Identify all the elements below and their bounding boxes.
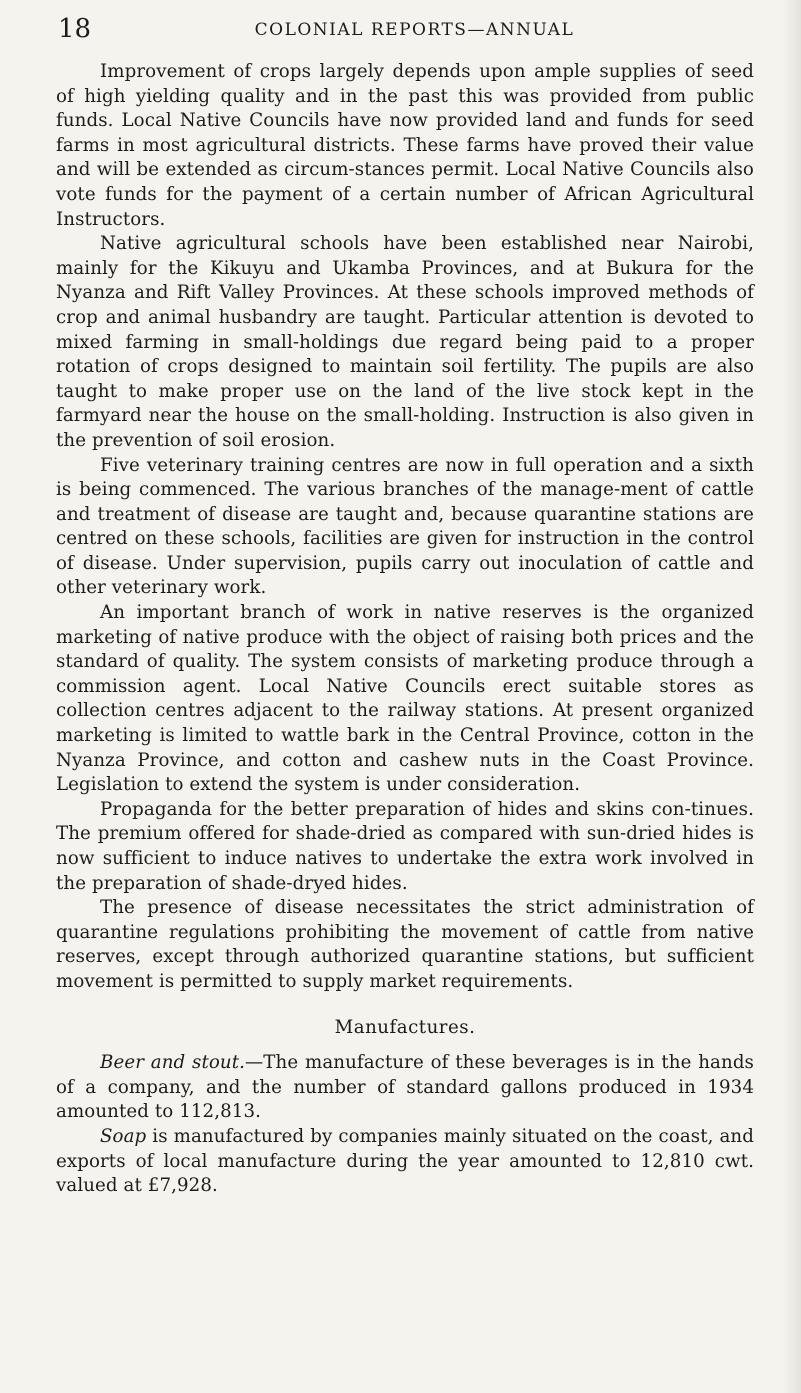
lead-soap: Soap: [100, 1125, 147, 1147]
section-heading-manufactures: Manufactures.: [334, 1016, 476, 1038]
paragraph-organized-marketing: An important branch of work in native reserves is the organized marketing of native produce with the object of raising both prices and the standard of quality. The system consists of marketing produce through a commission agent. Local Native Councils erect suitable stores as collection centres adjacent to the railway stations. At present organized marketing is limited to wattle bark in the Central Province, cotton in the Nyanza Province, and cotton and cashew nuts in the Coast Province. Legislation to extend the system is under consideration.: [56, 602, 754, 796]
paragraph-agricultural-schools: Native agricultural schools have been established near Nairobi, mainly for the Kikuyu and Ukamba Provinces, and at Bukura for the Nyanza and Rift Valley Provinces. At these schools improved methods of crop and animal husbandry are taught. Particular attention is devoted to mixed farming in small-holdings due regard being paid to a proper rotation of crops designed to maintain soil fertility. The pupils are also taught to make proper use on the land of the live stock kept in the farmyard near the house on the small-holding. Instruction is also given in the prevention of soil erosion.: [56, 233, 754, 451]
text-beer-and-stout: —The manufacture of these beverages is in the hands of a company, and the number of standard gallons produced in 1934 amounted to 112,813.: [56, 1052, 754, 1123]
scan-edge-shadow: [783, 0, 801, 1393]
text-soap: is manufactured by companies mainly situated on the coast, and exports of local manufacture during the year amounted to 12,810 cwt. valued at £7,928.: [56, 1125, 754, 1197]
page-number: 18: [58, 14, 92, 44]
paragraph-quarantine: The presence of disease necessitates the strict administration of quarantine regulations prohibiting the movement of cattle from native reserves, except through authorized quarantine stations, but sufficient movement is permitted to supply market requirements.: [56, 897, 754, 992]
paragraph-beer-and-stout: [56, 1051, 754, 1125]
paragraph-seed-farms: Improvement of crops largely depends upon ample supplies of seed of high yielding quality and in the past this was provided from public funds. Local Native Councils have now provided land and funds for seed farms in most agricultural districts. These farms have proved their value and will be extended as circum-stances permit. Local Native Councils also vote funds for the payment of a certain number of African Agricultural Instructors.: [56, 61, 754, 230]
lead-beer-and-stout: Beer and stout.: [100, 1052, 246, 1074]
page-header: [58, 14, 751, 44]
paragraph-veterinary-centres: Five veterinary training centres are now in full operation and a sixth is being commenced. The various branches of the manage-ment of cattle and treatment of disease are taught and, because quarantine stations are centred on these schools, facilities are given for instruction in the control of disease. Under supervision, pupils carry out inoculation of cattle and other veterinary work.: [56, 454, 754, 599]
paragraph-hides-and-skins: Propaganda for the better preparation of hides and skins con-tinues. The premium offered for shade-dried as compared with sun-dried hides is now sufficient to induce natives to undertake the extra work involved in the preparation of shade-dryed hides.: [56, 798, 754, 894]
paragraph-soap: [56, 1125, 754, 1199]
running-head: COLONIAL REPORTS—ANNUAL: [254, 20, 575, 40]
page-body: [56, 60, 754, 1199]
